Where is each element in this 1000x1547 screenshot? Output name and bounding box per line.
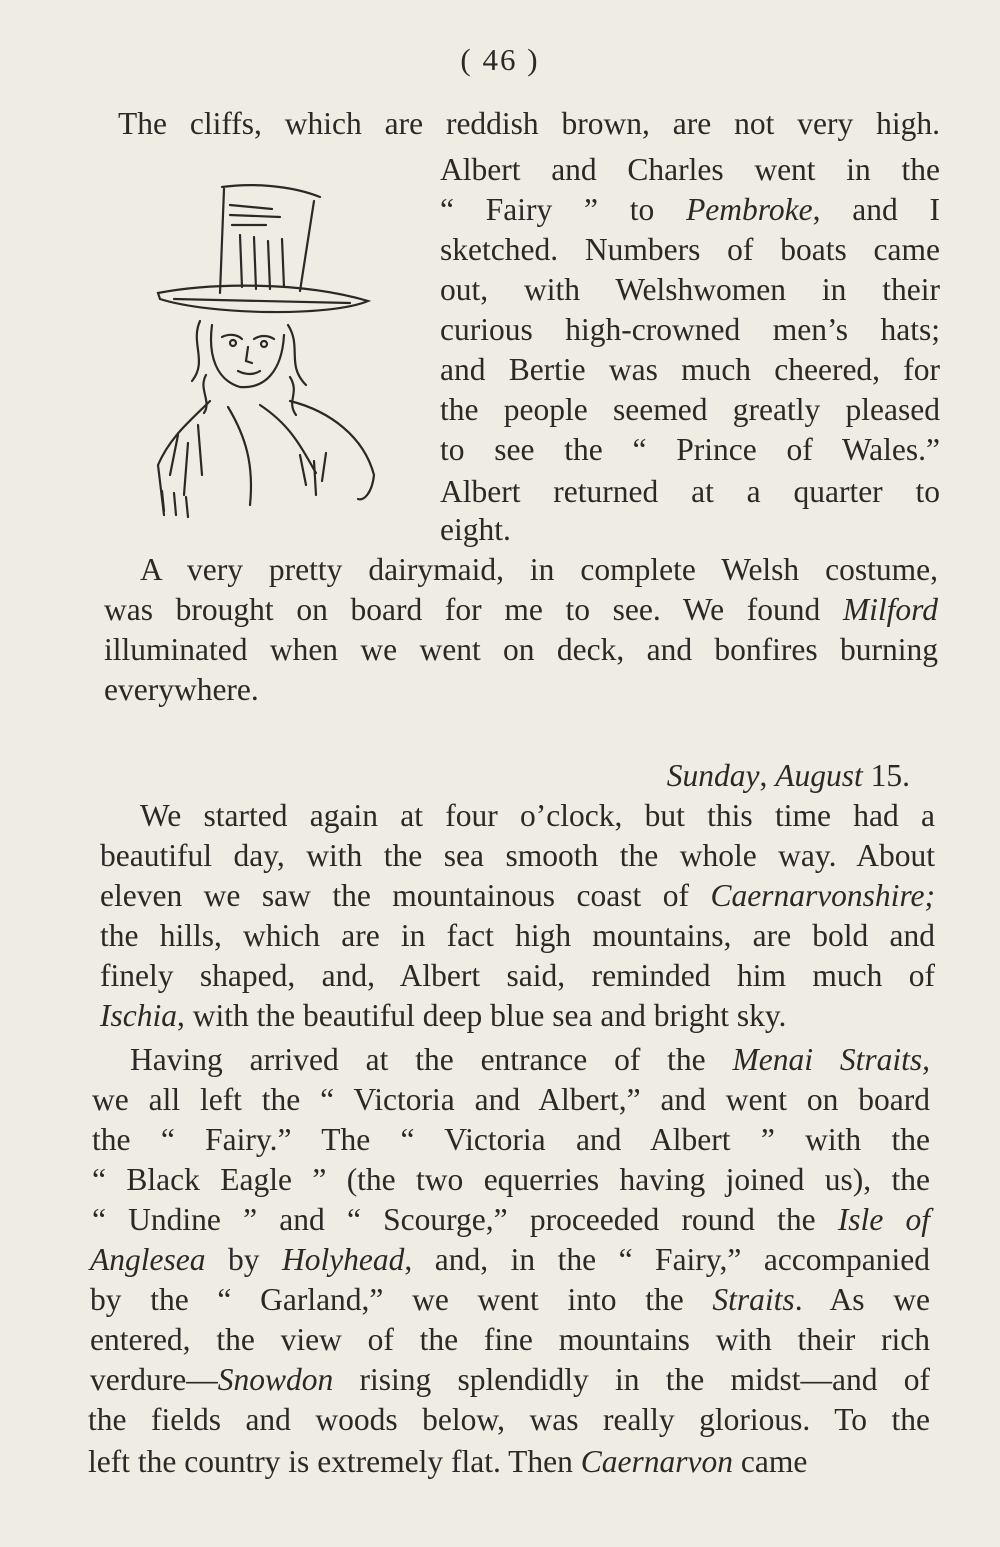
text-run: , xyxy=(759,758,776,793)
text-run: and Bertie was much cheered, for xyxy=(440,352,940,387)
paragraph1-line xyxy=(440,510,940,550)
welsh-woman-illustration xyxy=(150,175,390,525)
text-run: illuminated when we went on deck, and bonfires burning xyxy=(104,632,938,667)
paragraph4-line xyxy=(88,1400,930,1440)
paragraph4-line xyxy=(92,1160,930,1200)
text-run: . As we xyxy=(794,1282,930,1317)
text-run: beautiful day, with the sea smooth the whole way. About xyxy=(100,838,935,873)
paragraph2-line xyxy=(104,670,938,710)
paragraph2-line xyxy=(104,590,938,630)
paragraph4-line xyxy=(90,1240,930,1280)
text-run: the hills, which are in fact high mountains, are bold and xyxy=(100,918,935,953)
text-run: Caernarvonshire; xyxy=(710,878,935,913)
text-run: Albert and Charles went in the xyxy=(440,152,940,187)
text-run: finely shaped, and, Albert said, reminded him much of xyxy=(100,958,935,993)
paragraph1-line xyxy=(118,104,940,144)
paragraph1-line xyxy=(440,472,940,512)
text-run: Pembroke xyxy=(686,192,813,227)
text-run: sketched. Numbers of boats came xyxy=(440,232,940,267)
text-run: Menai Straits, xyxy=(732,1042,931,1077)
paragraph2-line xyxy=(104,630,938,670)
text-run: “ Black Eagle ” (the two equerries having joined us), the xyxy=(92,1162,930,1197)
text-run: Ischia xyxy=(100,998,177,1033)
paragraph1-line xyxy=(440,430,940,470)
text-run: Milford xyxy=(842,592,938,627)
text-run: A very pretty dairymaid, in complete Welsh costume, xyxy=(140,552,938,587)
paragraph1-line xyxy=(440,270,940,310)
text-run: “ Undine ” and “ Scourge,” proceeded round the xyxy=(92,1202,838,1237)
text-run: out, with Welshwomen in their xyxy=(440,272,940,307)
text-run: Holyhead xyxy=(281,1242,405,1277)
text-run: Having arrived at the entrance of the xyxy=(130,1042,733,1077)
paragraph3-line xyxy=(140,796,935,836)
paragraph4-line xyxy=(88,1442,930,1482)
text-run: the fields and woods below, was really glorious. To the xyxy=(88,1402,930,1437)
text-run: Sunday xyxy=(666,758,760,793)
text-run: , with the beautiful deep blue sea and bright sky. xyxy=(176,998,787,1033)
paragraph3-line xyxy=(100,916,935,956)
page-number: ( 46 ) xyxy=(460,42,540,77)
text-run: verdure— xyxy=(90,1362,218,1397)
paragraph3-line xyxy=(100,956,935,996)
text-run: was brought on board for me to see. We found xyxy=(104,592,843,627)
text-run: Snowdon xyxy=(217,1362,334,1397)
text-run: came xyxy=(733,1444,808,1479)
text-run: entered, the view of the fine mountains with their rich xyxy=(90,1322,930,1357)
text-run: Albert returned at a quarter to xyxy=(440,474,940,509)
text-run: eight. xyxy=(440,512,511,547)
paragraph3-line xyxy=(100,836,935,876)
text-run: We started again at four o’clock, but this time had a xyxy=(140,798,935,833)
text-run: , and I xyxy=(812,192,940,227)
paragraph4-line xyxy=(90,1280,930,1320)
paragraph1-line xyxy=(440,390,940,430)
text-run: Caernarvon xyxy=(580,1444,734,1479)
paragraph4-line xyxy=(92,1120,930,1160)
text-run: Straits xyxy=(712,1282,795,1317)
text-run: everywhere. xyxy=(104,672,259,707)
paragraph3-line xyxy=(100,876,935,916)
paragraph1-line xyxy=(440,230,940,270)
dateline-line xyxy=(500,756,910,796)
paragraph4-line xyxy=(130,1040,930,1080)
text-run: Isle of xyxy=(837,1202,930,1237)
text-run: rising splendidly in the midst—and of xyxy=(333,1362,930,1397)
paragraph4-line xyxy=(90,1320,930,1360)
paragraph4-line xyxy=(92,1080,930,1120)
text-run: the “ Fairy.” The “ Victoria and Albert ” with the xyxy=(92,1122,930,1157)
text-run: by the “ Garland,” we went into the xyxy=(90,1282,713,1317)
paragraph4-line xyxy=(92,1200,930,1240)
paragraph1-line xyxy=(440,350,940,390)
paragraph1-line xyxy=(440,310,940,350)
paragraph4-line xyxy=(90,1360,930,1400)
paragraph3-line xyxy=(100,996,935,1036)
text-run: August xyxy=(775,758,863,793)
paragraph2-line xyxy=(140,550,938,590)
text-run: by xyxy=(205,1242,282,1277)
text-run: , and, in the “ Fairy,” accompanied xyxy=(404,1242,930,1277)
paragraph1-line xyxy=(440,150,940,190)
text-run: to see the “ Prince of Wales.” xyxy=(440,432,940,467)
text-run: The cliffs, which are reddish brown, are not very high. xyxy=(118,106,940,141)
text-run: eleven we saw the mountainous coast of xyxy=(100,878,711,913)
text-run: 15. xyxy=(862,758,910,793)
paragraph1-line xyxy=(440,190,940,230)
text-run: Anglesea xyxy=(90,1242,206,1277)
text-run: left the country is extremely flat. Then xyxy=(88,1444,581,1479)
text-run: the people seemed greatly pleased xyxy=(440,392,940,427)
text-run: “ Fairy ” to xyxy=(440,192,687,227)
text-run: curious high-crowned men’s hats; xyxy=(440,312,940,347)
text-run: we all left the “ Victoria and Albert,” and went on board xyxy=(92,1082,930,1117)
